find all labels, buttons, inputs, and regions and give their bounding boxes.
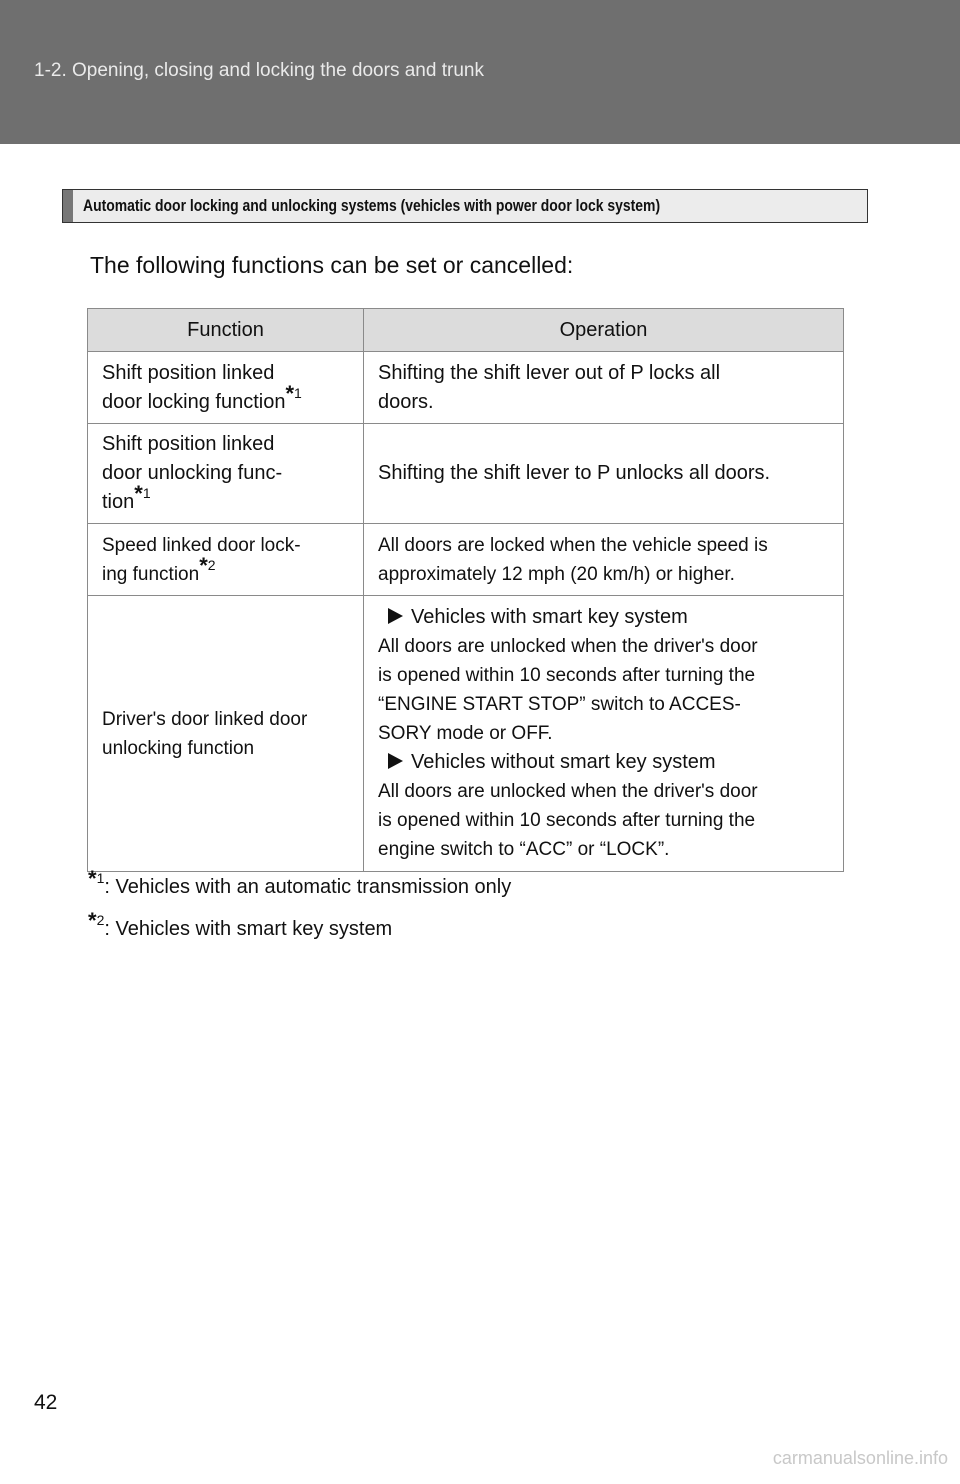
function-text: door unlocking func- xyxy=(102,462,283,484)
function-cell xyxy=(88,596,364,872)
table-row xyxy=(88,524,844,596)
footnote-star: * xyxy=(199,552,208,578)
footnote-star: * xyxy=(134,481,143,506)
page-number: 42 xyxy=(34,1391,58,1414)
function-text: unlocking function xyxy=(102,737,255,759)
footnote-star: * xyxy=(285,380,295,406)
operation-cell xyxy=(364,352,844,424)
function-text: Shift position linked xyxy=(102,433,275,455)
function-text: Speed linked door lock- xyxy=(102,534,301,556)
column-header-operation: Operation xyxy=(364,309,844,352)
function-text: Driver's door linked door xyxy=(102,708,308,730)
section-heading xyxy=(62,189,868,223)
operation-text: All doors are unlocked when the driver's door xyxy=(378,781,758,802)
function-text: ing function xyxy=(102,563,200,585)
operation-text: SORY mode or OFF. xyxy=(378,723,553,744)
footnote-ref: 1 xyxy=(96,870,105,886)
operation-text: All doors are unlocked when the driver's door xyxy=(378,636,758,657)
footnote xyxy=(88,908,393,941)
footnote-ref: 1 xyxy=(294,384,302,401)
footnote-ref: 2 xyxy=(207,556,216,573)
footnote-ref: 1 xyxy=(142,485,151,501)
section-title: 1-2. Opening, closing and locking the doors and trunk xyxy=(34,60,484,81)
triangle-bullet-icon xyxy=(388,608,403,624)
operation-cell xyxy=(364,596,844,872)
footnote-ref: 2 xyxy=(96,912,105,928)
footnote-text: : Vehicles with smart key system xyxy=(104,918,393,940)
function-text: door locking function xyxy=(102,390,286,413)
operation-text: is opened within 10 seconds after turning the xyxy=(378,810,756,831)
header-band xyxy=(0,0,960,144)
watermark: carmanualsonline.info xyxy=(772,1448,948,1468)
intro-text: The following functions can be set or cancelled: xyxy=(90,252,574,278)
table-row xyxy=(88,352,844,424)
heading-text: Automatic door locking and unlocking systems (vehicles with power door lock system) xyxy=(83,196,661,215)
operation-text: is opened within 10 seconds after turning the xyxy=(378,665,756,686)
table-row xyxy=(88,596,844,872)
functions-table xyxy=(87,308,844,872)
function-cell xyxy=(88,524,364,596)
heading-accent-bar xyxy=(63,190,73,222)
function-text: tion xyxy=(102,491,135,513)
case-title: Vehicles without smart key system xyxy=(411,751,716,773)
footnote xyxy=(88,866,512,899)
operation-text: Shifting the shift lever to P unlocks all doors. xyxy=(378,462,771,484)
operation-text: doors. xyxy=(378,390,434,413)
operation-text: All doors are locked when the vehicle speed is xyxy=(378,534,768,556)
operation-text: approximately 12 mph (20 km/h) or higher. xyxy=(378,563,735,585)
table-row xyxy=(88,424,844,524)
operation-cell xyxy=(364,524,844,596)
function-cell xyxy=(88,352,364,424)
triangle-bullet-icon xyxy=(388,753,403,769)
column-header-function: Function xyxy=(88,309,364,352)
footnote-text: : Vehicles with an automatic transmission only xyxy=(104,876,512,898)
footnote-star: * xyxy=(88,866,97,891)
operation-text: Shifting the shift lever out of P locks all xyxy=(378,361,721,384)
function-text: Shift position linked xyxy=(102,361,275,384)
operation-text: “ENGINE START STOP” switch to ACCES- xyxy=(378,694,741,715)
table-header-row xyxy=(88,309,844,352)
case-title: Vehicles with smart key system xyxy=(411,606,688,628)
footnote-star: * xyxy=(88,908,97,933)
function-cell xyxy=(88,424,364,524)
operation-text: engine switch to “ACC” or “LOCK”. xyxy=(378,839,670,860)
operation-cell xyxy=(364,424,844,524)
